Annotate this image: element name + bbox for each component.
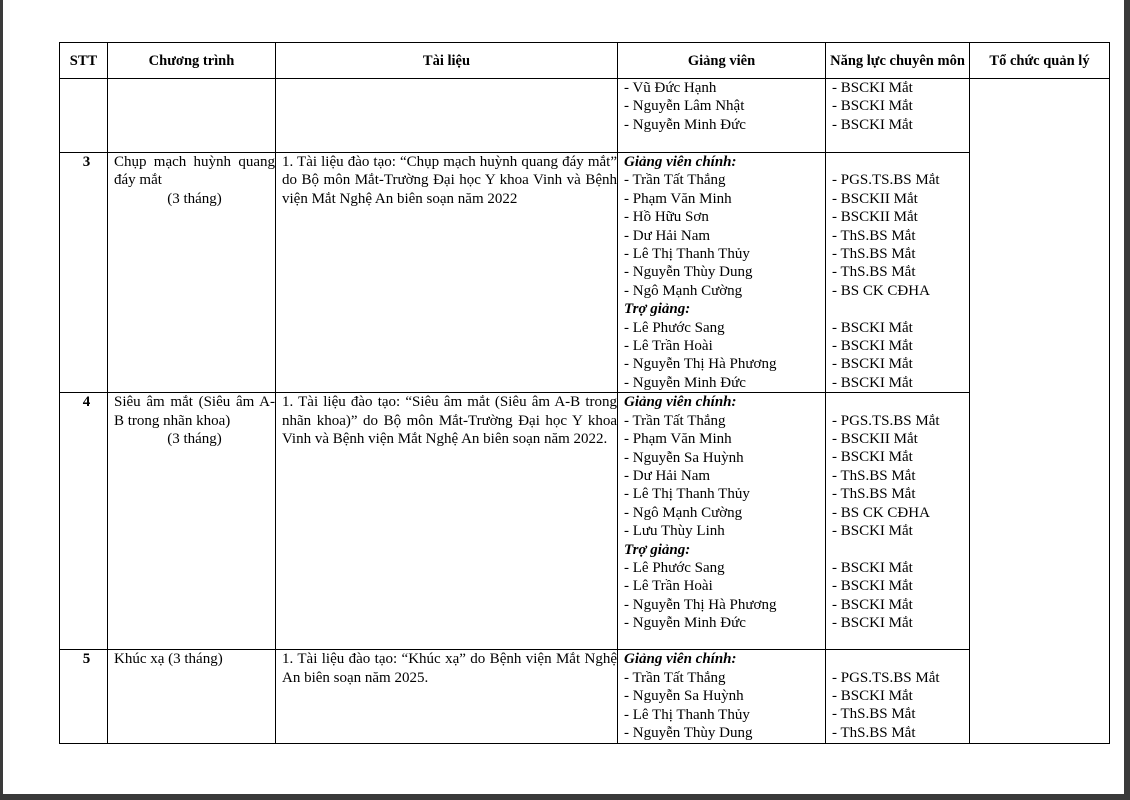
lecturer-name: - Vũ Đức Hạnh bbox=[624, 80, 717, 96]
competence-spacer bbox=[832, 541, 969, 559]
lecturer-name: - Nguyễn Minh Đức bbox=[624, 116, 746, 133]
table-row bbox=[60, 393, 1110, 650]
header-competence: Năng lực chuyên môn bbox=[826, 43, 970, 79]
competence-value: - BSCKII Mắt bbox=[832, 431, 918, 448]
header-stt: STT bbox=[60, 43, 108, 79]
competence-spacer bbox=[832, 153, 969, 171]
lecturer-name: - Nguyễn Thùy Dung bbox=[624, 724, 753, 741]
competence-value: - BSCKI Mắt bbox=[832, 578, 913, 595]
competence-value: - BSCKI Mắt bbox=[832, 356, 913, 373]
competence-spacer bbox=[832, 300, 969, 318]
table-row bbox=[60, 79, 1110, 153]
row-competence bbox=[826, 650, 970, 744]
lecturer-name: - Trần Tất Thắng bbox=[624, 669, 726, 686]
competence-value: - BS CK CĐHA bbox=[832, 282, 930, 299]
row-competence bbox=[826, 153, 970, 393]
table-header-row bbox=[60, 43, 1110, 79]
competence-value: - ThS.BS Mắt bbox=[832, 467, 916, 484]
competence-value: - ThS.BS Mắt bbox=[832, 246, 916, 263]
row-stt: 5 bbox=[60, 650, 108, 744]
program-duration: (3 tháng) bbox=[167, 190, 222, 207]
row-stt: 3 bbox=[60, 153, 108, 393]
viewer-frame-bottom bbox=[0, 794, 1130, 800]
competence-value: - BSCKI Mắt bbox=[832, 319, 913, 336]
lecturer-name: - Nguyễn Sa Huỳnh bbox=[624, 688, 744, 705]
row-document: 1. Tài liệu đào tạo: “Khúc xạ” do Bệnh viện Mắt Nghệ An biên soạn năm 2025. bbox=[276, 650, 618, 744]
lecturer-name: - Phạm Văn Minh bbox=[624, 190, 732, 207]
competence-value: - ThS.BS Mắt bbox=[832, 486, 916, 503]
row-program bbox=[108, 393, 276, 650]
lecturer-name: - Trần Tất Thắng bbox=[624, 412, 726, 429]
lecturer-name: - Hồ Hữu Sơn bbox=[624, 209, 709, 226]
assistant-name: - Nguyễn Thị Hà Phương bbox=[624, 596, 777, 613]
program-name: Khúc xạ (3 tháng) bbox=[114, 651, 223, 668]
main-lecturer-label: Giảng viên chính: bbox=[624, 394, 737, 411]
lecturer-name: - Lê Thị Thanh Thủy bbox=[624, 246, 750, 263]
assistant-name: - Nguyễn Minh Đức bbox=[624, 374, 746, 391]
competence-value: - BSCKI Mắt bbox=[832, 615, 913, 632]
viewer-frame-left bbox=[0, 0, 3, 800]
lecturer-name: - Trần Tất Thắng bbox=[624, 172, 726, 189]
assistant-name: - Nguyễn Thị Hà Phương bbox=[624, 356, 777, 373]
assistant-label: Trợ giảng: bbox=[624, 541, 691, 558]
row-program bbox=[108, 79, 276, 153]
competence-value: - BSCKI Mắt bbox=[832, 116, 913, 133]
header-management: Tổ chức quản lý bbox=[970, 43, 1110, 79]
lecturer-name: - Lê Thị Thanh Thủy bbox=[624, 486, 750, 503]
competence-value: - BSCKII Mắt bbox=[832, 190, 918, 207]
program-name: Chụp mạch huỳnh quang đáy mắt bbox=[114, 154, 275, 189]
competence-value: - BSCKI Mắt bbox=[832, 338, 913, 355]
assistant-name: - Lê Phước Sang bbox=[624, 559, 725, 576]
assistant-name: - Lê Trần Hoài bbox=[624, 578, 713, 595]
assistant-label: Trợ giảng: bbox=[624, 301, 691, 318]
lecturer-name: - Ngô Mạnh Cường bbox=[624, 282, 743, 299]
competence-value: - ThS.BS Mắt bbox=[832, 227, 916, 244]
competence-value: - ThS.BS Mắt bbox=[832, 706, 916, 723]
competence-value: - BSCKI Mắt bbox=[832, 596, 913, 613]
competence-value: - BSCKI Mắt bbox=[832, 80, 913, 96]
competence-value: - ThS.BS Mắt bbox=[832, 724, 916, 741]
row-stt: 4 bbox=[60, 393, 108, 650]
row-document bbox=[276, 79, 618, 153]
training-program-table bbox=[59, 42, 1110, 744]
row-document: 1. Tài liệu đào tạo: “Chụp mạch huỳnh quang đáy mắt” do Bộ môn Mắt-Trường Đại học Y khoa Vinh và Bệnh viện Mắt Nghệ An biên soạn năm 2022 bbox=[276, 153, 618, 393]
competence-value: - BSCKII Mắt bbox=[832, 209, 918, 226]
row-stt bbox=[60, 79, 108, 153]
row-competence bbox=[826, 393, 970, 650]
row-lecturers bbox=[618, 393, 826, 650]
competence-value: - BSCKI Mắt bbox=[832, 559, 913, 576]
lecturer-name: - Phạm Văn Minh bbox=[624, 431, 732, 448]
row-program bbox=[108, 153, 276, 393]
main-lecturer-label: Giảng viên chính: bbox=[624, 154, 737, 170]
assistant-name: - Nguyễn Minh Đức bbox=[624, 615, 746, 632]
viewer-frame-right bbox=[1124, 0, 1130, 800]
program-name: Siêu âm mắt (Siêu âm A-B trong nhãn khoa) bbox=[114, 394, 275, 429]
competence-value: - BSCKI Mắt bbox=[832, 449, 913, 466]
competence-value: - BSCKI Mắt bbox=[832, 523, 913, 540]
table-row bbox=[60, 153, 1110, 393]
row-lecturers bbox=[618, 650, 826, 744]
lecturer-name: - Dư Hải Nam bbox=[624, 227, 711, 244]
competence-value: - PGS.TS.BS Mắt bbox=[832, 412, 940, 429]
competence-value: - BS CK CĐHA bbox=[832, 504, 930, 521]
lecturer-name: - Lê Thị Thanh Thủy bbox=[624, 706, 750, 723]
assistant-name: - Lê Phước Sang bbox=[624, 319, 725, 336]
row-program bbox=[108, 650, 276, 744]
competence-spacer bbox=[832, 650, 969, 668]
lecturer-name: - Nguyễn Lâm Nhật bbox=[624, 98, 745, 115]
row-lecturers bbox=[618, 79, 826, 153]
header-document: Tài liệu bbox=[276, 43, 618, 79]
row-competence bbox=[826, 79, 970, 153]
program-duration: (3 tháng) bbox=[167, 431, 222, 448]
lecturer-name: - Nguyễn Thùy Dung bbox=[624, 264, 753, 281]
competence-value: - BSCKI Mắt bbox=[832, 98, 913, 115]
competence-value: - PGS.TS.BS Mắt bbox=[832, 172, 940, 189]
row-document: 1. Tài liệu đào tạo: “Siêu âm mắt (Siêu âm A-B trong nhãn khoa)” do Bộ môn Mắt-Trường Đại học Y khoa Vinh và Bệnh viện Mắt Nghệ An biên soạn năm 2022. bbox=[276, 393, 618, 650]
row-lecturers bbox=[618, 153, 826, 393]
lecturer-name: - Ngô Mạnh Cường bbox=[624, 504, 743, 521]
table-row bbox=[60, 650, 1110, 744]
competence-value: - BSCKI Mắt bbox=[832, 688, 913, 705]
header-program: Chương trình bbox=[108, 43, 276, 79]
lecturer-name: - Dư Hải Nam bbox=[624, 467, 711, 484]
management-column bbox=[970, 79, 1110, 744]
assistant-name: - Lê Trần Hoài bbox=[624, 338, 713, 355]
competence-value: - ThS.BS Mắt bbox=[832, 264, 916, 281]
competence-value: - PGS.TS.BS Mắt bbox=[832, 669, 940, 686]
competence-value: - BSCKI Mắt bbox=[832, 374, 913, 391]
competence-spacer bbox=[832, 393, 969, 411]
main-lecturer-label: Giảng viên chính: bbox=[624, 651, 737, 668]
header-lecturer: Giảng viên bbox=[618, 43, 826, 79]
lecturer-name: - Nguyễn Sa Huỳnh bbox=[624, 449, 744, 466]
lecturer-name: - Lưu Thùy Linh bbox=[624, 523, 725, 540]
